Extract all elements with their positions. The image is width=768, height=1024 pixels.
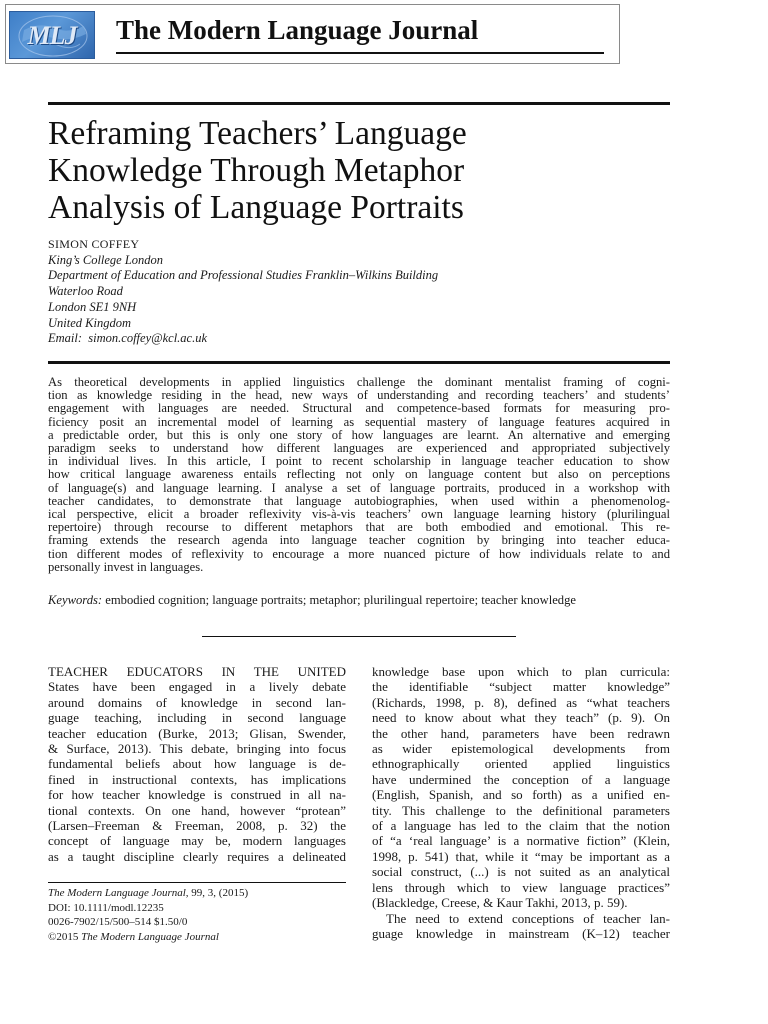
- volume-info: 99, 3, (2015): [188, 887, 249, 899]
- affiliation-line: United Kingdom: [48, 315, 131, 330]
- body-line: as a taught discipline clearly requires a delineated: [48, 848, 346, 864]
- abstract-line: As theoretical developments in applied linguistics challenge the dominant mentalist framing of cogni-: [48, 375, 670, 389]
- keywords: [48, 593, 576, 608]
- body-line: need to know about what they teach” (p. 9). On: [372, 710, 670, 726]
- body-column-left: [48, 664, 346, 864]
- abstract-line: how critical language awareness entails reflecting not only on language content but also on perceptions: [48, 467, 670, 482]
- abstract-line: tion as knowledge residing in the head, new ways of understanding and recording teachers’ and students’: [48, 388, 670, 403]
- body-line: of a language has led to the claim that the notion: [372, 818, 670, 834]
- body-line: ethnographically oriented applied linguistics: [372, 756, 670, 772]
- body-line: guage knowledge in mainstream (K–12) teacher: [372, 925, 670, 941]
- abstract-divider: [48, 361, 670, 364]
- abstract-line: personally invest in languages.: [48, 559, 204, 574]
- abstract-line: ical perspective, elicit a broader reflexivity vis-à-vis teachers’ own language learning history (plurilingual: [48, 507, 670, 522]
- affiliation-line: King’s College London: [48, 252, 164, 267]
- body-line: (English, Spanish, and so forth) as a unified en-: [372, 787, 670, 803]
- body-line: (Blackledge, Creese, & Kaur Takhi, 2013, p. 59).: [372, 895, 628, 911]
- email-address[interactable]: simon.coffey@kcl.ac.uk: [88, 331, 208, 346]
- body-line: the identifiable “subject matter knowledge”: [372, 679, 670, 695]
- keywords-label: Keywords:: [48, 593, 103, 607]
- email-label: Email:: [48, 331, 83, 346]
- affiliation-line: Department of Education and Professional Studies Franklin–Wilkins Building: [48, 268, 439, 283]
- body-line: for how teacher knowledge is construed in all na-: [48, 787, 346, 803]
- journal-underline: [116, 52, 604, 54]
- affiliation-line: Waterloo Road: [48, 284, 123, 299]
- body-line: & Surface, 2013). This debate, bringing into focus: [48, 741, 346, 757]
- abstract-line: tion different modes of reflexivity to encourage a more nuanced picture of how individuals relate to and: [48, 546, 670, 561]
- author-name: SIMON COFFEY: [48, 237, 140, 251]
- body-line: lens through which to view language practices”: [372, 879, 670, 895]
- body-line: tity. This challenge to the definitional parameters: [372, 802, 670, 818]
- body-line: knowledge base upon which to plan curricula:: [372, 664, 670, 679]
- abstract-line: framing extends the research agenda into language teacher cognition by bringing into teacher educa-: [48, 533, 670, 548]
- footnote-divider: [48, 882, 346, 883]
- issn-line: 0026-7902/15/500–514 $1.50/0: [48, 916, 188, 929]
- copyright-line: [48, 930, 248, 945]
- section-divider: [202, 636, 516, 637]
- abstract-line: paradigm seeks to understand how different languages are experienced and appropriated subjectively: [48, 441, 670, 456]
- body-line: concept of language may be, modern languages: [48, 833, 346, 849]
- keywords-text: embodied cognition; language portraits; metaphor; plurilingual repertoire; teacher knowledge: [105, 593, 576, 607]
- journal-logo: [9, 11, 95, 59]
- doi-line[interactable]: DOI: 10.1111/modl.12235: [48, 901, 164, 914]
- body-line: social construct, (...) is not suited as an analytical: [372, 864, 670, 880]
- title-line: Reframing Teachers’ Language: [48, 115, 467, 152]
- abstract-line: a predictable order, but this is only one story of how languages are learnt. An alternative and emerging: [48, 427, 670, 442]
- body-line: TEACHER EDUCATORS IN THE UNITED: [48, 664, 346, 679]
- author-email: [48, 331, 438, 347]
- body-line: the other hand, parameters have been redrawn: [372, 725, 670, 741]
- author-block: [48, 237, 438, 347]
- title-line: Analysis of Language Portraits: [48, 189, 464, 226]
- body-line: The need to extend conceptions of teacher lan-: [386, 910, 670, 926]
- publication-footnote: [48, 886, 248, 944]
- logo-text: MLJ: [27, 21, 77, 50]
- title-line: Knowledge Through Metaphor: [48, 152, 465, 189]
- body-line: as wider epistemological developments from: [372, 741, 670, 757]
- abstract-line: engagement with languages are needed. Structural and competence-based formats for measuring pro-: [48, 401, 670, 416]
- abstract-line: teacher candidates, to demonstrate that language autobiographies, when used within a phenomenolog-: [48, 493, 670, 508]
- body-line: teacher education (Burke, 2013; Glisan, Swender,: [48, 725, 346, 741]
- body-column-right: [372, 664, 670, 941]
- abstract-line: repertoire) through recourse to different metaphors that are both embodied and emotional. This re-: [48, 520, 670, 535]
- abstract-line: in individual lives. In this article, I point to recent scholarship in language teacher education to show: [48, 454, 670, 469]
- journal-citation: The Modern Language Journal,: [48, 887, 189, 899]
- copyright-journal: The Modern Language Journal: [81, 930, 219, 943]
- abstract: [48, 376, 670, 574]
- journal-name: The Modern Language Journal: [116, 15, 479, 45]
- citation-line: [48, 886, 248, 901]
- copyright-year: ©2015: [48, 930, 82, 943]
- body-line: fined in instructional contexts, has implications: [48, 771, 346, 787]
- body-line: States have been engaged in a lively debate: [48, 679, 346, 695]
- body-line: of “a ‘real language’ is a normative fiction” (Klein,: [372, 833, 670, 849]
- body-line: have undermined the conception of a language: [372, 771, 670, 787]
- body-line: fundamental beliefs about how language is de-: [48, 756, 346, 772]
- body-line: guage teaching, including in second language: [48, 710, 346, 726]
- abstract-line: ficiency posit an incremental model of learning as sequential mastery of language features acquired in: [48, 414, 670, 429]
- body-line: 1998, p. 541) that, while it “may be important as a: [372, 848, 670, 864]
- article-title: [48, 115, 688, 226]
- body-line: (Larsen–Freeman & Freeman, 2008, p. 32) the: [48, 818, 346, 834]
- top-divider: [48, 102, 670, 105]
- body-line: around domains of knowledge in second lan-: [48, 694, 346, 710]
- abstract-line: of language(s) and language learning. I analyse a set of language portraits, produced in a workshop with: [48, 480, 670, 495]
- body-line: tional contexts. On one hand, however “protean”: [48, 802, 346, 818]
- body-line: (Richards, 1998, p. 8), defined as “what teachers: [372, 694, 670, 710]
- affiliation-line: London SE1 9NH: [48, 299, 137, 314]
